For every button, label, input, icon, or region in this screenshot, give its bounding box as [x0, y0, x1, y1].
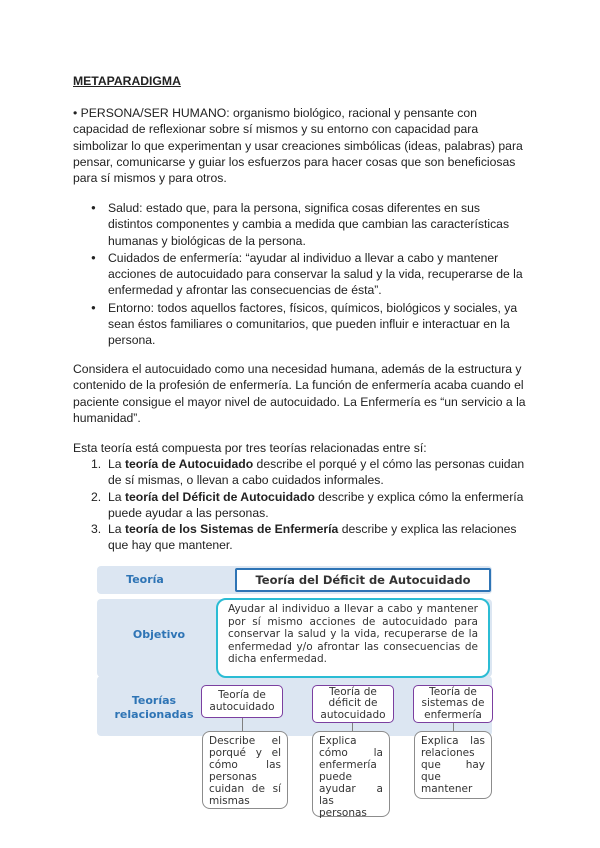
theories-intro: Esta teoría está compuesta por tres teorías relacionadas entre sí: — [73, 441, 427, 455]
teoria-label: Teoría — [126, 573, 164, 586]
connector — [352, 723, 353, 731]
list-item: 2. La teoría del Déficit de Autocuidado describe y explica cómo la enfermería puede ayudar a las personas. — [91, 489, 524, 520]
considera-paragraph: Considera el autocuidado como una necesidad humana, además de la estructura y contenido de la profesión de enfermería. La función de enfermería acaba cuando el paciente consigue el mayor nivel de autocuidado. La Enfermería es “un servicio a la humanidad”. — [73, 362, 526, 425]
related-desc-autocuidado: Describe el porqué y el cómo las personas cuidan de sí mismas — [202, 731, 288, 809]
theory-diagram — [97, 566, 492, 841]
connector — [453, 723, 454, 731]
related-desc-sistemas: Explica las relaciones que hay que mantener — [414, 731, 492, 799]
relacionadas-label: Teorías relacionadas — [114, 694, 194, 721]
list-item: ● Salud: estado que, para la persona, significa cosas diferentes en sus distintos componentes y cambia a medida que cambian las características humanas y biológicas de la persona. — [108, 200, 528, 249]
metaparadigm-list — [108, 200, 528, 350]
page-title: METAPARADIGMA — [73, 74, 181, 88]
list-item: 3. La teoría de los Sistemas de Enfermería describe y explica las relaciones que hay que mantener. — [91, 522, 517, 553]
objetivo-value: Ayudar al individuo a llevar a cabo y mantener por sí mismo acciones de autocuidado para conservar la salud y la vida, recuperarse de la enfermedad y/o afrontar las consecuencias de dicha enfermedad. — [216, 598, 490, 678]
list-item: 1. La teoría de Autocuidado describe el porqué y el cómo las personas cuidan de sí mismas, o llevan a cabo cuidados informales. — [91, 457, 525, 488]
list-item: ● Entorno: todos aquellos factores, físicos, químicos, biológicos y sociales, ya sean éstos familiares o comunitarios, que pueden influir e interactuar en la persona. — [108, 300, 528, 349]
theories-list — [91, 456, 530, 554]
related-theory-sistemas: Teoría de sistemas de enfermería — [413, 685, 493, 723]
objetivo-label: Objetivo — [132, 628, 186, 641]
connector — [242, 718, 243, 731]
list-item: ● Cuidados de enfermería: “ayudar al individuo a llevar a cabo y mantener acciones de autocuidado para conservar la salud y la vida, recuperarse de la enfermedad y afrontar las consecuencias de ésta”. — [108, 250, 528, 299]
related-theory-autocuidado: Teoría de autocuidado — [201, 685, 283, 718]
teoria-value: Teoría del Déficit de Autocuidado — [235, 568, 491, 592]
related-desc-deficit: Explica cómo la enfermería puede ayudar a las personas — [312, 731, 390, 817]
persona-paragraph: • PERSONA/SER HUMANO: organismo biológico, racional y pensante con capacidad de reflexionar sobre sí mismos y su entorno con capacidad para simbolizar lo que experimentan y usar creaciones simbólicas (ideas, palabras) para pensar, comunicarse y guiar los esfuerzos para hacer cosas que son beneficiosas para sí mismos y para otros. — [73, 106, 523, 186]
related-theory-deficit: Teoría de déficit de autocuidado — [312, 685, 394, 723]
